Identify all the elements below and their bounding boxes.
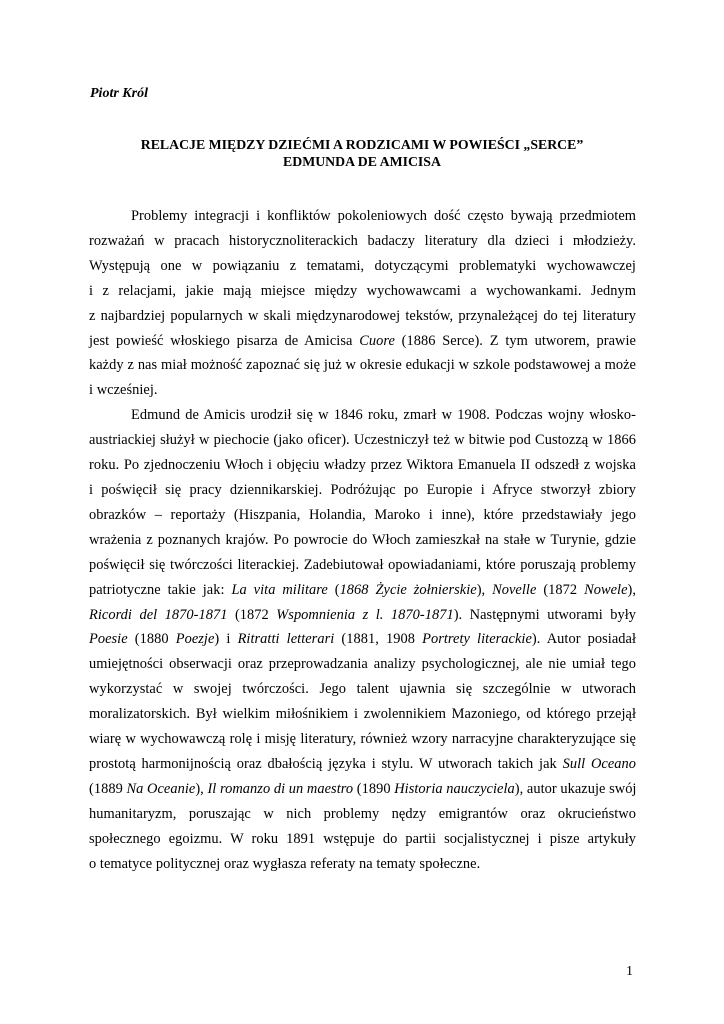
- text-run: austriackiej służył w piechocie (jako oficer). Uczestniczył też w bitwie pod Custozzą w 1866: [89, 432, 636, 449]
- text-run: obrazków – reportaży (Hiszpania, Holandia, Maroko i inne), które przedstawiały jego: [89, 506, 636, 523]
- text-run: ),: [627, 581, 637, 598]
- text-line: [89, 254, 636, 279]
- text-run: i z relacjami, jakie mają miejsce między wychowawcami a wychowankami. Jednym: [89, 282, 636, 299]
- text-run: ) i: [214, 631, 238, 648]
- text-run: z najbardziej popularnych w skali międzynarodowej tekstów, przynależącej do tej literatury: [89, 307, 636, 324]
- body-text: [89, 204, 636, 876]
- text-line: [89, 229, 636, 254]
- text-line: [89, 802, 636, 827]
- text-line: [89, 453, 636, 478]
- text-run: Występują one w powiązaniu z tematami, dotyczącymi problematyki wychowawczej: [89, 257, 636, 274]
- text-line: [89, 827, 636, 852]
- italic-title: 1868 Życie żołnierskie: [339, 581, 477, 598]
- italic-title: Portrety literackie: [422, 631, 532, 648]
- text-line: [89, 304, 636, 329]
- italic-title: Wspomnienia z l. 1870-1871: [276, 606, 454, 623]
- text-run: (1872: [227, 606, 277, 623]
- italic-title: Cuore: [359, 332, 395, 349]
- text-line: [89, 428, 636, 453]
- text-run: (1889: [89, 780, 127, 797]
- text-run: Problemy integracji i konfliktów pokoleniowych dość często bywają przedmiotem: [131, 208, 636, 224]
- text-line: [89, 528, 636, 553]
- text-run: ). Autor posiadał: [531, 631, 637, 648]
- text-run: wrażenia z poznanych krajów. Po powrocie do Włoch zamieszkał na stałe w Turynie, gdzie: [89, 531, 636, 548]
- italic-title: Novelle: [492, 581, 537, 598]
- text-run: prostotą harmonijnością oraz dbałością języka i stylu. W utworach takich jak: [89, 755, 563, 772]
- italic-title: Ritratti letterari: [237, 631, 335, 648]
- italic-title: Historia nauczyciela: [394, 780, 515, 797]
- text-line: [89, 329, 636, 354]
- text-line: [89, 702, 636, 727]
- italic-title: Sull Oceano: [562, 755, 636, 772]
- text-line: [89, 603, 636, 628]
- text-run: i poświęcił się pracy dziennikarskiej. Podróżując po Europie i Afryce stworzył zbiory: [89, 481, 636, 498]
- text-line: [89, 503, 636, 528]
- text-line: [89, 677, 636, 702]
- text-run: (1886 Serce). Z tym utworem, prawie: [394, 332, 636, 349]
- text-line: [89, 777, 636, 802]
- text-run: patriotyczne takie jak:: [89, 581, 232, 598]
- italic-title: Nowele: [584, 581, 628, 598]
- text-run: i wcześniej.: [89, 382, 158, 399]
- text-run: (1880: [127, 631, 176, 648]
- text-run: (1890: [353, 780, 395, 797]
- text-line: [89, 627, 636, 652]
- text-line: [89, 378, 636, 403]
- text-line: [89, 727, 636, 752]
- italic-title: Poesie: [89, 631, 128, 648]
- text-run: (: [327, 581, 340, 598]
- text-run: rozważań w pracach historycznoliterackich badaczy literatury dla dzieci i młodzieży.: [89, 232, 636, 249]
- text-line: [89, 553, 636, 578]
- text-run: Edmund de Amicis urodził się w 1846 roku, zmarł w 1908. Podczas wojny włosko-: [131, 407, 636, 424]
- paragraph-2: [89, 403, 636, 876]
- text-line: [89, 578, 636, 603]
- text-run: społecznego egoizmu. W roku 1891 wstępuje do partii socjalistycznej i pisze artykuły: [89, 830, 636, 847]
- author-name: Piotr Król: [90, 86, 148, 101]
- text-run: wiarę w wychowawczą rolę i misję literatury, również wzory narracyjne charakteryzujące się: [89, 731, 636, 748]
- text-line: [89, 403, 636, 428]
- text-run: (1881, 1908: [334, 631, 423, 648]
- document-title: [90, 136, 634, 170]
- paragraph-1: [89, 204, 636, 403]
- italic-title: Ricordi del 1870-1871: [89, 606, 228, 623]
- text-line: [89, 852, 636, 877]
- text-run: każdy z nas miał możność zapoznać się już w okresie edukacji w szkole podstawowej a może: [89, 357, 636, 374]
- title-line-2: EDMUNDA DE AMICISA: [283, 154, 441, 169]
- text-run: ), autor ukazuje swój: [514, 780, 637, 797]
- text-run: humanitaryzm, poruszając w nich problemy nędzy emigrantów oraz okrucieństwo: [89, 805, 636, 822]
- page-number: 1: [626, 964, 633, 979]
- text-line: [89, 204, 636, 229]
- text-run: roku. Po zjednoczeniu Włoch i objęciu władzy przez Wiktora Emanuela II odszedł z wojska: [89, 457, 636, 474]
- text-run: o tematyce politycznej oraz wygłasza referaty na tematy społeczne.: [89, 855, 481, 872]
- text-run: (1872: [536, 581, 585, 598]
- text-line: [89, 652, 636, 677]
- text-run: poświęcił się twórczości literackiej. Zadebiutował opowiadaniami, które poruszają problemy: [89, 556, 636, 573]
- text-run: ),: [476, 581, 493, 598]
- text-line: [89, 752, 636, 777]
- text-line: [89, 478, 636, 503]
- text-run: moralizatorskich. Był wielkim miłośnikiem i zwolennikiem Mazoniego, od którego przejął: [89, 706, 636, 723]
- italic-title: La vita militare: [231, 581, 328, 598]
- text-run: umiejętności obserwacji oraz przeprowadzania analizy psychologicznej, ale nie umiał tego: [89, 656, 636, 673]
- italic-title: Poezje: [175, 631, 215, 648]
- text-run: ),: [195, 780, 208, 797]
- text-run: jest powieść włoskiego pisarza de Amicisa: [89, 332, 360, 349]
- text-run: wykorzystać w swojej twórczości. Jego talent ujawnia się szczególnie w utworach: [89, 681, 636, 698]
- italic-title: Na Oceanie: [126, 780, 196, 797]
- title-line-1: RELACJE MIĘDZY DZIEĆMI A RODZICAMI W POWIEŚCI „SERCE”: [140, 137, 584, 152]
- text-line: [89, 353, 636, 378]
- text-line: [89, 279, 636, 304]
- italic-title: Il romanzo di un maestro: [207, 780, 354, 797]
- text-run: ). Następnymi utworami były: [453, 606, 637, 623]
